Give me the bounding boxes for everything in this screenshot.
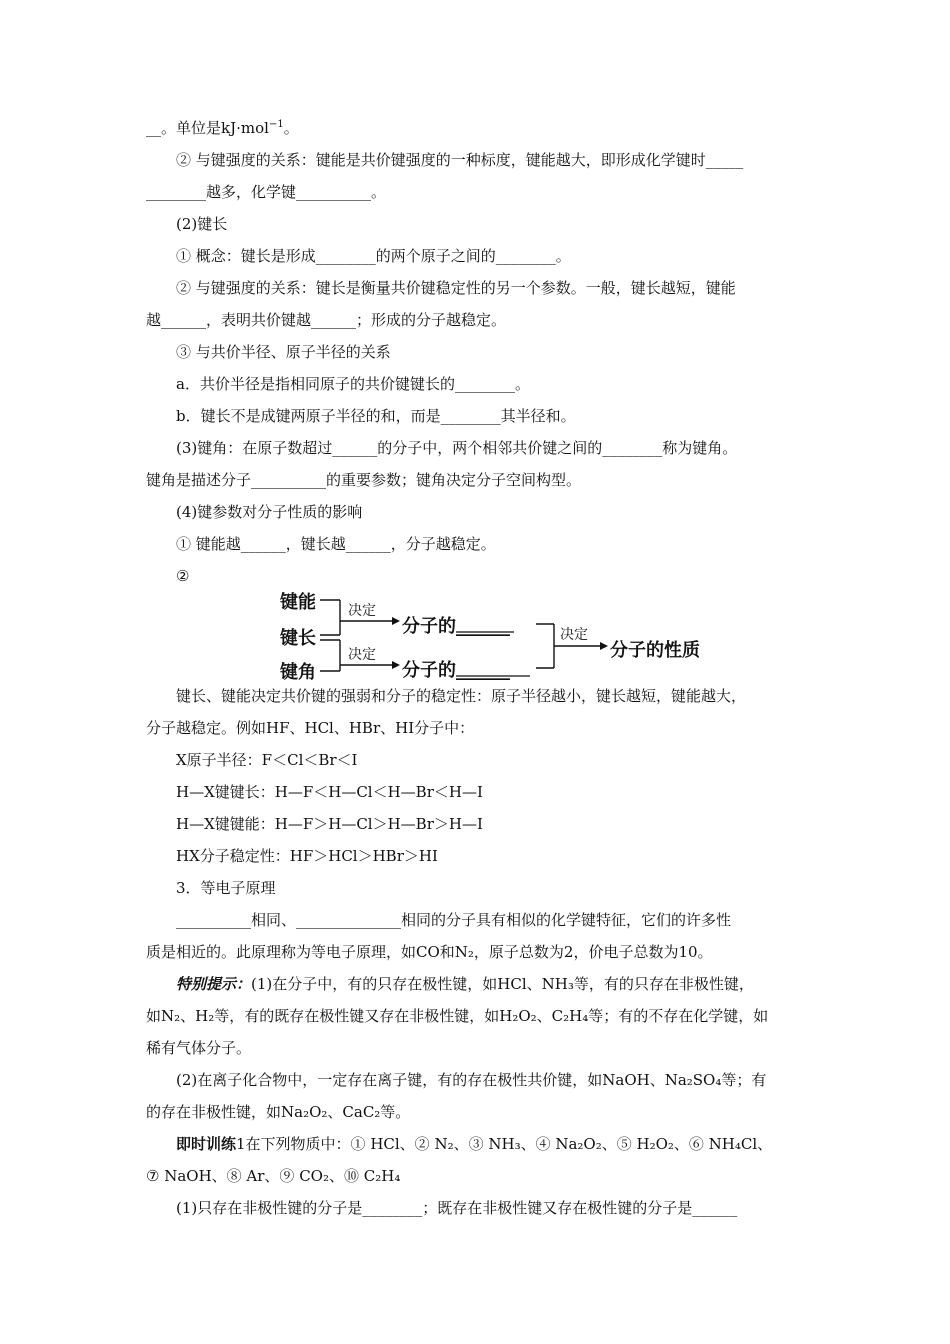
text-line: a．共价半径是指相同原子的共价键键长的________。 — [176, 375, 530, 393]
text-line: H—X键键长：H—F＜H—Cl＜H—Br＜H—I — [176, 783, 483, 801]
diagram-decide-label: 决定 — [348, 603, 376, 619]
exercise-label: 即时训练 — [176, 1135, 237, 1153]
text-line: __________相同、______________相同的分子具有相似的化学键特征，它们的许多性 — [176, 911, 732, 929]
tip-line: 特别提示：(1)在分子中，有的只存在极性键，如HCl、NH₃等，有的只存在非极性键， — [176, 975, 754, 993]
tip-line: 稀有气体分子。 — [146, 1039, 252, 1057]
diagram-decide-label: 决定 — [348, 647, 376, 663]
text-line: 分子越稳定。例如HF、HCl、HBr、HI分子中： — [146, 719, 475, 737]
text-line: HX分子稳定性：HF＞HCl＞HBr＞HI — [176, 847, 438, 865]
exercise-line: 即时训练1在下列物质中：① HCl、② N₂、③ NH₃、④ Na₂O₂、⑤ H₂O₂、⑥ NH₄Cl、 — [176, 1135, 773, 1153]
text-line: 键长、键能决定共价键的强弱和分子的稳定性：原子半径越小，键长越短，键能越大， — [176, 687, 747, 705]
text-line: H—X键键能：H—F＞H—Cl＞H—Br＞H—I — [176, 815, 483, 833]
text-line: 越______，表明共价键越______；形成的分子越稳定。 — [146, 311, 507, 329]
text-line: __。单位是kJ·mol$^{-1}$。 — [146, 119, 299, 137]
exercise-line: ⑦ NaOH、⑧ Ar、⑨ CO₂、⑩ C₂H₄ — [146, 1167, 401, 1185]
section-heading: (2)键长 — [176, 215, 228, 233]
diagram-decide-label: 决定 — [560, 627, 588, 643]
diagram-target-1: 分子的______ — [402, 616, 510, 637]
text-line: 质是相近的。此原理称为等电子原理，如CO和N₂，原子总数为2，价电子总数为10。 — [146, 943, 713, 961]
section-heading: 3．等电子原理 — [176, 879, 276, 897]
tip-line: 的存在非极性键，如Na₂O₂、CaC₂等。 — [146, 1103, 411, 1121]
section-heading: (4)键参数对分子性质的影响 — [176, 503, 363, 521]
diagram-label-bond-energy: 键能 — [280, 592, 316, 613]
text-line: ② 与键强度的关系：键能是共价键强度的一种标度，键能越大，即形成化学键时_____ — [176, 151, 744, 169]
tip-line: (2)在离子化合物中，一定存在离子键，有的存在极性共价键，如NaOH、Na₂SO₄等；有 — [176, 1071, 767, 1089]
bond-parameter-diagram — [280, 588, 720, 683]
text-line: ① 概念：键长是形成________的两个原子之间的________。 — [176, 247, 571, 265]
text-line: ② — [176, 567, 190, 585]
tip-line: 如N₂、H₂等，有的既存在极性键又存在非极性键，如H₂O₂、C₂H₄等；有的不存在化学键，如 — [146, 1007, 769, 1025]
text-line: ① 键能越______，键长越______，分子越稳定。 — [176, 535, 496, 553]
text-line: 键角是描述分子__________的重要参数；键角决定分子空间构型。 — [146, 471, 582, 489]
text-line: (3)键角：在原子数超过______的分子中，两个相邻共价键之间的________称为键角。 — [176, 439, 738, 457]
diagram-result: 分子的性质 — [610, 640, 700, 661]
text-line: ② 与键强度的关系：键长是衡量共价键稳定性的另一个参数。一般，键长越短，键能 — [176, 279, 736, 297]
diagram-target-2: 分子的______ — [402, 660, 510, 681]
text-line: b．键长不是成键两原子半径的和，而是________其半径和。 — [176, 407, 576, 425]
text-line: ③ 与共价半径、原子半径的关系 — [176, 343, 391, 361]
diagram-label-bond-angle: 键角 — [280, 662, 316, 683]
tip-label: 特别提示： — [176, 975, 252, 993]
exercise-line: (1)只存在非极性键的分子是________；既存在非极性键又存在极性键的分子是______ — [176, 1199, 738, 1217]
diagram-label-bond-length: 键长 — [280, 628, 316, 649]
text-line: ________越多，化学键__________。 — [146, 183, 387, 201]
text-line: X原子半径：F＜Cl＜Br＜I — [176, 751, 358, 769]
